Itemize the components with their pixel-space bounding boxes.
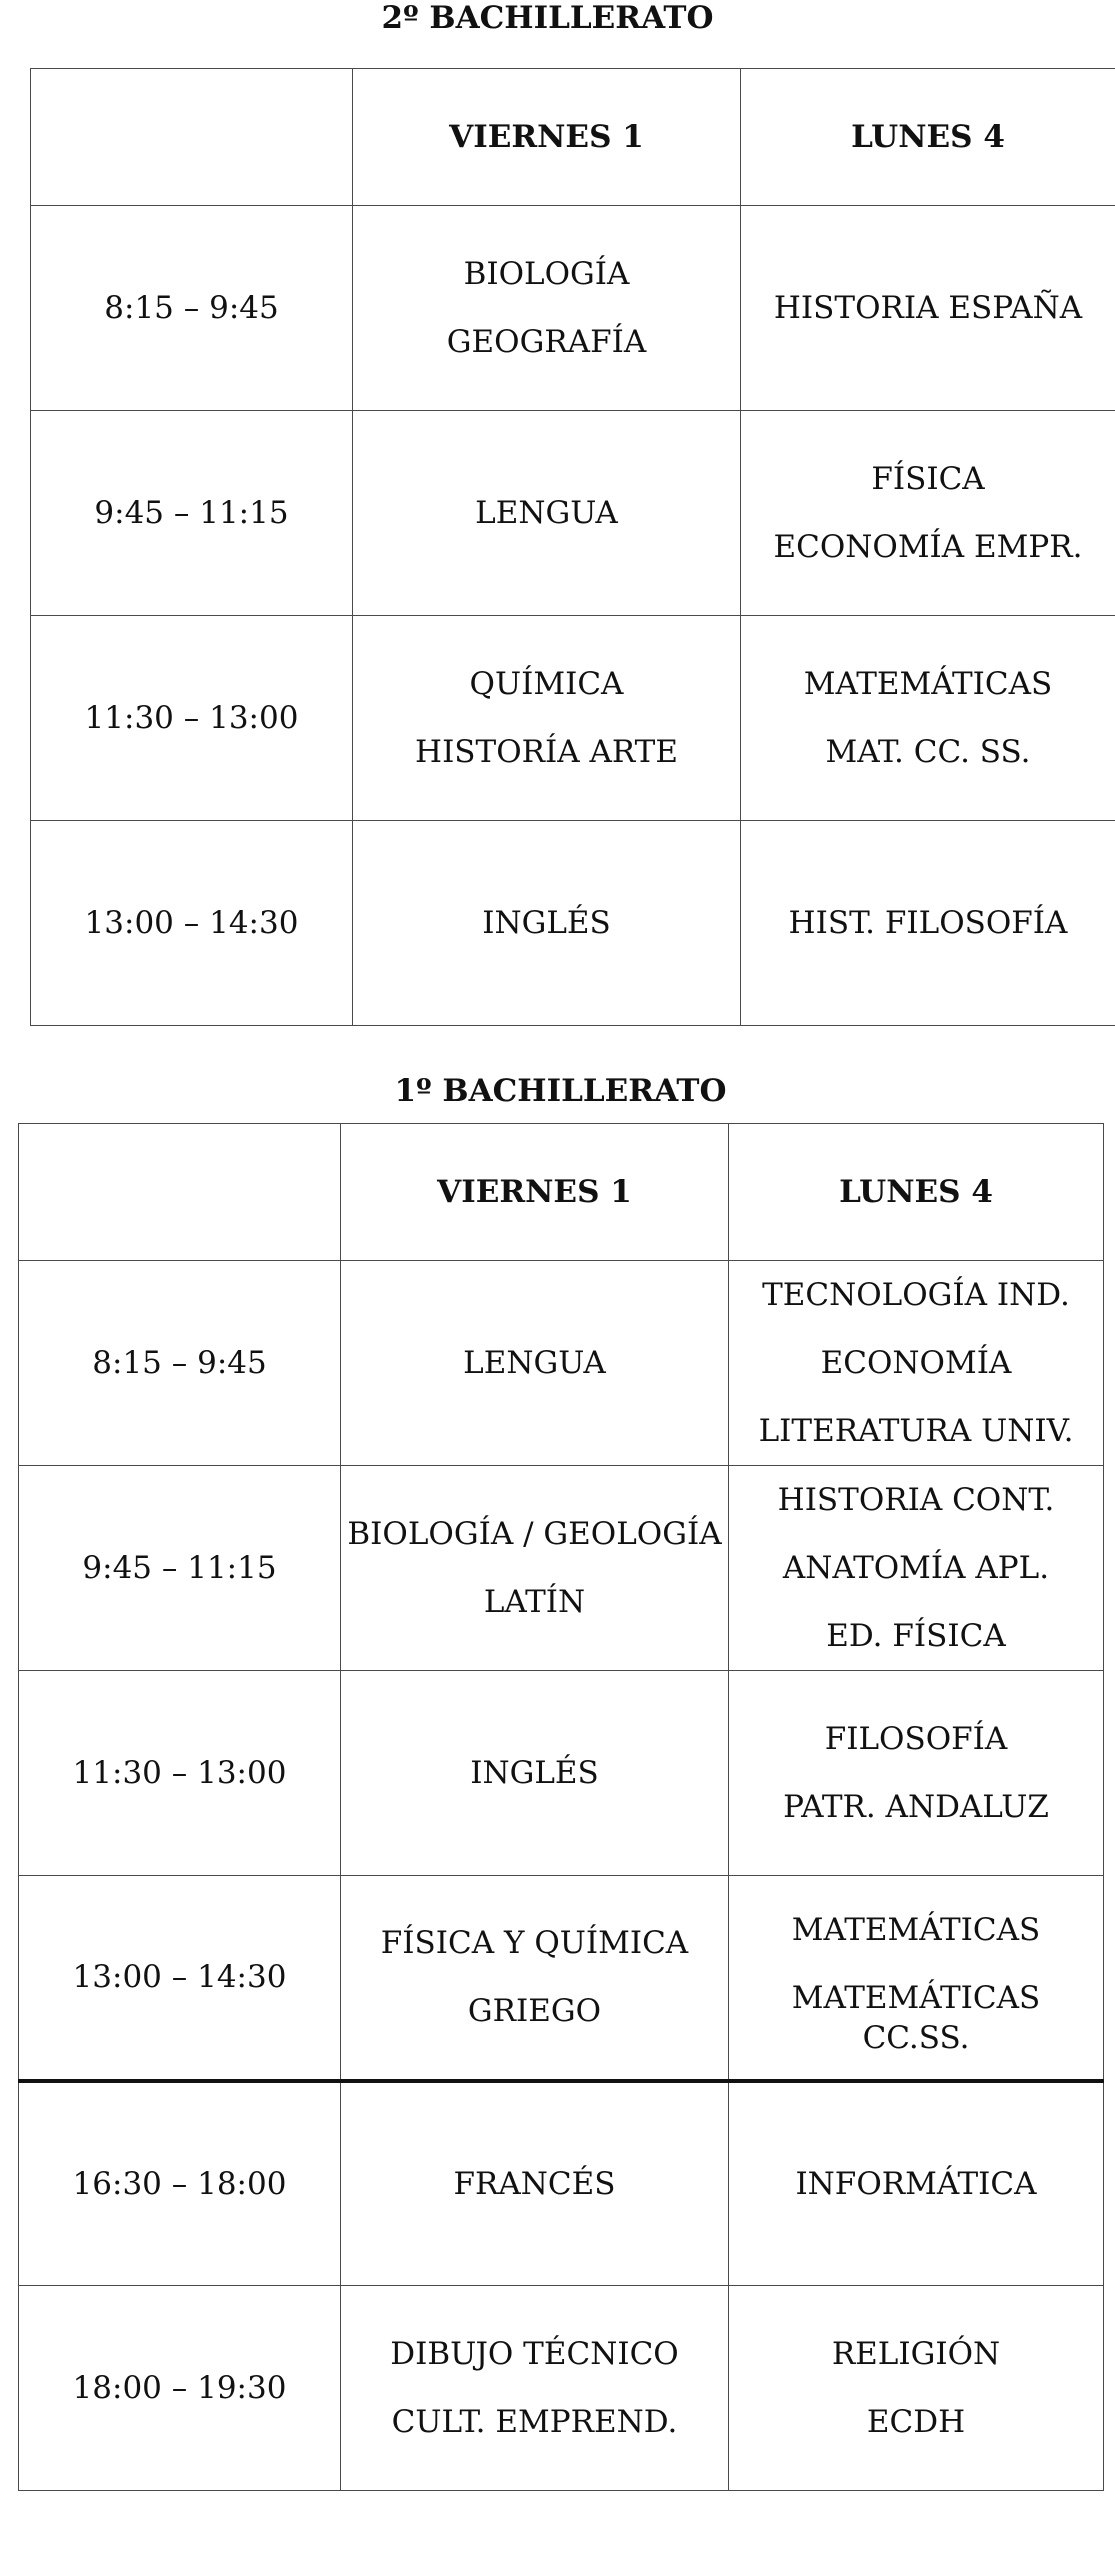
time-cell: 13:00 – 14:30 (19, 1876, 341, 2081)
table-row (19, 2286, 1104, 2491)
viernes-cell (353, 821, 741, 1026)
header-lunes: LUNES 4 (729, 1124, 1104, 1261)
time-cell: 11:30 – 13:00 (19, 1671, 341, 1876)
table-row (31, 616, 1115, 821)
subject: QUÍMICA (469, 666, 624, 702)
subject: FÍSICA (871, 461, 985, 497)
viernes-cell (341, 1876, 729, 2081)
subject: MATEMÁTICAS (803, 666, 1053, 702)
viernes-cell (341, 1466, 729, 1671)
subject: INGLÉS (470, 1755, 599, 1791)
schedule-table-1-bachillerato (18, 1123, 1104, 2491)
subject: HISTORÍA ARTE (415, 734, 678, 770)
subject: LENGUA (475, 495, 618, 531)
viernes-cell (341, 1671, 729, 1876)
lunes-cell (729, 2081, 1104, 2286)
subject: FRANCÉS (453, 2165, 616, 2202)
subject: LITERATURA UNIV. (758, 1413, 1074, 1449)
subject: CC.SS. (862, 2020, 970, 2057)
table-row (31, 206, 1115, 411)
lunes-cell (729, 1876, 1104, 2081)
subject: MATEMÁTICAS (791, 1980, 1041, 2017)
table-row (19, 1466, 1104, 1671)
time-cell: 9:45 – 11:15 (31, 411, 353, 616)
subject: HISTORIA CONT. (777, 1482, 1055, 1518)
lunes-cell (729, 1466, 1104, 1671)
subject: INFORMÁTICA (795, 2165, 1037, 2202)
viernes-cell (353, 206, 741, 411)
subject: ECONOMÍA (820, 1345, 1012, 1381)
table-row (31, 821, 1115, 1026)
subject: ANATOMÍA APL. (782, 1550, 1050, 1586)
viernes-cell (353, 411, 741, 616)
table-row (19, 1671, 1104, 1876)
table-row (19, 1876, 1104, 2081)
time-cell: 8:15 – 9:45 (31, 206, 353, 411)
subject: ECDH (866, 2404, 966, 2440)
lunes-cell (741, 821, 1115, 1026)
section-title-2-bachillerato: 2º BACHILLERATO (381, 0, 714, 36)
subject: GRIEGO (467, 1993, 602, 2030)
subject: RELIGIÓN (831, 2336, 1001, 2372)
subject: INGLÉS (482, 905, 611, 941)
header-lunes: LUNES 4 (741, 69, 1115, 206)
viernes-cell (341, 2081, 729, 2286)
subject: HIST. FILOSOFÍA (788, 905, 1068, 941)
subject: FILOSOFÍA (824, 1721, 1008, 1757)
section-title-1-bachillerato: 1º BACHILLERATO (394, 1073, 727, 1109)
table-header-row (19, 1124, 1104, 1261)
header-empty-cell (31, 69, 353, 206)
viernes-cell (341, 2286, 729, 2491)
subject: ECONOMÍA EMPR. (773, 529, 1083, 565)
subject: CULT. EMPREND. (391, 2404, 678, 2440)
subject: FÍSICA Y QUÍMICA (380, 1925, 689, 1962)
subject: BIOLOGÍA / GEOLOGÍA (347, 1516, 722, 1552)
subject: LENGUA (463, 1345, 606, 1381)
subject: LATÍN (483, 1584, 586, 1620)
subject: TECNOLOGÍA IND. (762, 1277, 1070, 1313)
lunes-cell (729, 1261, 1104, 1466)
subject: HISTORIA ESPAÑA (773, 290, 1083, 326)
header-viernes: VIERNES 1 (341, 1124, 729, 1261)
lunes-cell (741, 206, 1115, 411)
lunes-cell (729, 1671, 1104, 1876)
time-cell: 16:30 – 18:00 (19, 2081, 341, 2286)
lunes-cell (729, 2286, 1104, 2491)
subject: BIOLOGÍA (463, 256, 630, 292)
lunes-cell (741, 616, 1115, 821)
table-row (31, 411, 1115, 616)
subject: MAT. CC. SS. (825, 734, 1031, 770)
time-cell: 9:45 – 11:15 (19, 1466, 341, 1671)
time-cell: 8:15 – 9:45 (19, 1261, 341, 1466)
subject: GEOGRAFÍA (446, 324, 647, 360)
header-empty-cell (19, 1124, 341, 1261)
time-cell: 18:00 – 19:30 (19, 2286, 341, 2491)
table-row (19, 1261, 1104, 1466)
subject: PATR. ANDALUZ (783, 1789, 1049, 1825)
viernes-cell (353, 616, 741, 821)
subject: ED. FÍSICA (826, 1618, 1006, 1654)
lunes-cell (741, 411, 1115, 616)
table-header-row (31, 69, 1115, 206)
time-cell: 13:00 – 14:30 (31, 821, 353, 1026)
viernes-cell (341, 1261, 729, 1466)
table-row (19, 2081, 1104, 2286)
subject: DIBUJO TÉCNICO (390, 2336, 679, 2372)
subject: MATEMÁTICAS (791, 1912, 1041, 1949)
header-viernes: VIERNES 1 (353, 69, 741, 206)
time-cell: 11:30 – 13:00 (31, 616, 353, 821)
schedule-table-2-bachillerato (30, 68, 1115, 1026)
